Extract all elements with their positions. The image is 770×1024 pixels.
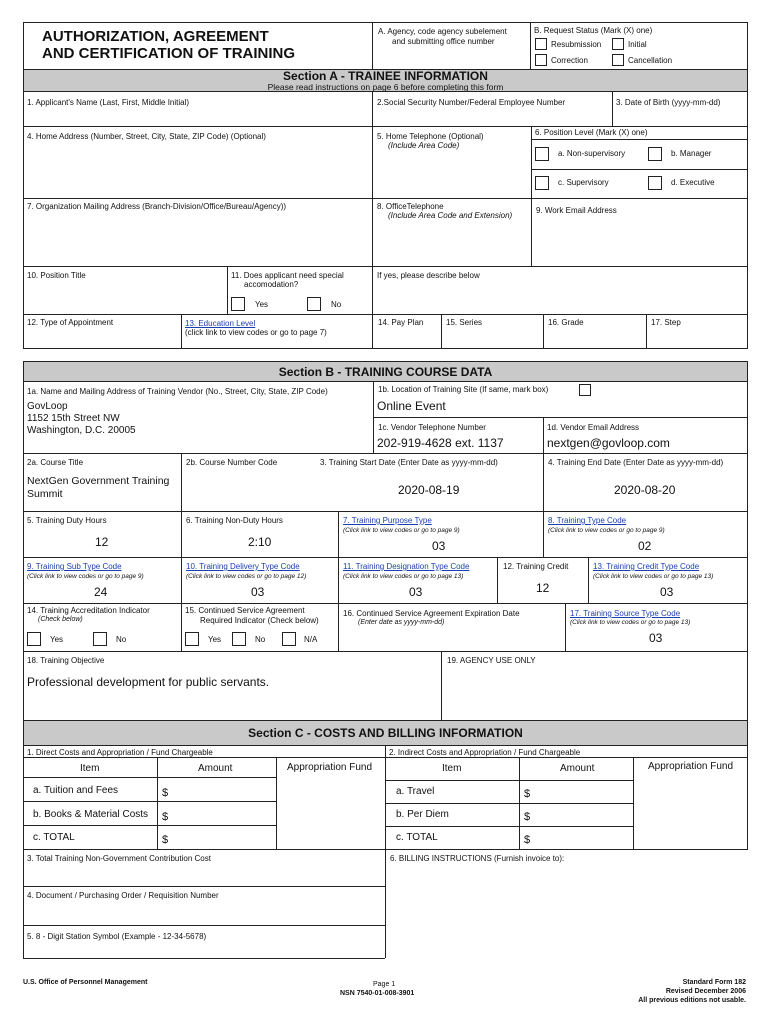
credit-type-hint: (Click link to view codes or go to page 13) xyxy=(593,573,714,580)
executive-checkbox[interactable] xyxy=(648,176,662,190)
status-resubmission-label: Resubmission xyxy=(551,40,602,49)
credit-type-link[interactable] xyxy=(593,562,699,572)
vendor-phone-label: 1c. Vendor Telephone Number xyxy=(378,423,486,432)
footer-nsn: NSN 7540-01-008-3901 xyxy=(340,990,415,997)
duty-hours-label: 5. Training Duty Hours xyxy=(27,516,107,525)
section-b-header xyxy=(23,361,748,382)
accreditation-no-checkbox[interactable] xyxy=(93,632,107,646)
training-site-value: Online Event xyxy=(377,399,446,413)
position-title-label: 10. Position Title xyxy=(27,271,86,280)
home-phone-label: 5. Home Telephone (Optional) xyxy=(377,132,484,141)
indirect-amount-header: Amount xyxy=(560,763,595,774)
vendor-label: 1a. Name and Mailing Address of Training Vendor (No., Street, City, State, ZIP Code) xyxy=(27,387,328,396)
direct-approp-header: Appropriation Fund xyxy=(287,762,373,773)
designation-type-text[interactable]: 11. Training Designation Type Code xyxy=(343,562,470,571)
status-cancellation-label: Cancellation xyxy=(628,56,673,65)
section-a-header xyxy=(23,69,748,92)
csa-expiration-label: 16. Continued Service Agreement Expiration Date xyxy=(343,609,520,618)
accommodation-label: 11. Does applicant need special xyxy=(231,271,344,280)
purpose-type-value: 03 xyxy=(432,539,446,553)
home-address-label: 4. Home Address (Number, Street, City, State, ZIP Code) (Optional) xyxy=(27,132,266,141)
csa-no-checkbox[interactable] xyxy=(232,632,246,646)
indirect-total-dollar: $ xyxy=(524,834,531,846)
indirect-costs-label: 2. Indirect Costs and Appropriation / Fund Chargeable xyxy=(389,748,581,757)
delivery-type-hint: (Click link to view codes or go to page 12) xyxy=(186,573,307,580)
station-symbol-label: 5. 8 - Digit Station Symbol (Example - 12-34-5678) xyxy=(27,932,207,941)
direct-costs-label: 1. Direct Costs and Appropriation / Fund Chargeable xyxy=(27,748,213,757)
status-cancellation-checkbox[interactable] xyxy=(612,54,624,66)
status-initial-checkbox[interactable] xyxy=(612,38,624,50)
manager-label: b. Manager xyxy=(671,149,712,158)
vendor-email-value: nextgen@govloop.com xyxy=(547,436,670,450)
status-correction-checkbox[interactable] xyxy=(535,54,547,66)
section-a-subtitle: Please read instructions on page 6 before completing this form xyxy=(267,82,504,92)
billing-instructions-label: 6. BILLING INSTRUCTIONS (Furnish invoice to): xyxy=(390,854,565,863)
csa-na-checkbox[interactable] xyxy=(282,632,296,646)
end-date-value: 2020-08-20 xyxy=(614,483,676,497)
indirect-item-header: Item xyxy=(442,763,462,774)
section-c-header xyxy=(23,720,748,746)
indirect-travel-dollar: $ xyxy=(524,788,531,800)
csa-no-label: No xyxy=(255,635,266,644)
type-code-value: 02 xyxy=(638,539,652,553)
appointment-type-label: 12. Type of Appointment xyxy=(27,318,114,327)
course-title-label: 2a. Course Title xyxy=(27,458,84,467)
purpose-type-link[interactable] xyxy=(343,516,432,526)
accreditation-label: 14. Training Accreditation Indicator xyxy=(27,606,150,615)
type-code-text[interactable]: 8. Training Type Code xyxy=(548,516,627,525)
dob-label: 3. Date of Birth (yyyy-mm-dd) xyxy=(616,98,721,107)
indirect-approp-header: Appropriation Fund xyxy=(648,761,734,772)
accreditation-yes-checkbox[interactable] xyxy=(27,632,41,646)
accommodation-label-2: accomodation? xyxy=(244,280,299,289)
education-level-text[interactable]: 13. Education Level xyxy=(185,319,256,328)
footer-agency: U.S. Office of Personnel Management xyxy=(23,979,148,986)
footer-editions: All previous editions not usable. xyxy=(638,997,746,1004)
duty-hours-value: 12 xyxy=(95,535,109,549)
sub-type-value: 24 xyxy=(94,585,108,599)
vendor-email-label: 1d. Vendor Email Address xyxy=(547,423,640,432)
section-b-title: Section B - TRAINING COURSE DATA xyxy=(278,365,493,379)
indirect-perdiem-label: b. Per Diem xyxy=(396,809,449,820)
training-credit-label: 12. Training Credit xyxy=(503,562,569,571)
csa-yes-checkbox[interactable] xyxy=(185,632,199,646)
section-c-title: Section C - COSTS AND BILLING INFORMATION xyxy=(248,726,523,740)
course-title-line1: NextGen Government Training xyxy=(27,475,170,487)
direct-amount-header: Amount xyxy=(198,763,233,774)
direct-total-label: c. TOTAL xyxy=(33,832,75,843)
office-phone-sublabel: (Include Area Code and Extension) xyxy=(388,211,513,220)
delivery-type-link[interactable] xyxy=(186,562,300,572)
vendor-name: GovLoop xyxy=(27,401,68,412)
designation-type-hint: (Click link to view codes or go to page 13) xyxy=(343,573,464,580)
supervisory-label: c. Supervisory xyxy=(558,178,609,187)
indirect-perdiem-dollar: $ xyxy=(524,811,531,823)
footer-form-number: Standard Form 182 xyxy=(682,979,746,986)
status-resubmission-checkbox[interactable] xyxy=(535,38,547,50)
source-type-value: 03 xyxy=(649,631,663,645)
start-date-value: 2020-08-19 xyxy=(398,483,460,497)
accommodation-yes-label: Yes xyxy=(255,300,269,309)
footer-revised: Revised December 2006 xyxy=(665,988,746,995)
direct-books-label: b. Books & Material Costs xyxy=(33,809,149,820)
agency-label: A. Agency, code agency subelement xyxy=(378,27,507,36)
section-a-title: Section A - TRAINEE INFORMATION xyxy=(283,69,488,83)
type-code-hint: (Click link to view codes or go to page 9) xyxy=(548,527,665,534)
course-title-line2: Summit xyxy=(27,488,63,500)
course-number-label: 2b. Course Number Code xyxy=(186,458,278,467)
designation-type-link[interactable] xyxy=(343,562,469,572)
ssn-label: 2.Social Security Number/Federal Employee Number xyxy=(377,98,566,107)
source-type-hint: (Click link to view codes or go to page 13) xyxy=(570,619,691,626)
objective-value: Professional development for public servants. xyxy=(27,675,270,689)
indirect-total-label: c. TOTAL xyxy=(396,832,438,843)
vendor-city: Washington, D.C. 20005 xyxy=(27,425,136,436)
accreditation-yes-label: Yes xyxy=(50,635,64,644)
same-site-checkbox[interactable] xyxy=(579,384,591,396)
accreditation-hint: (Check below) xyxy=(38,616,83,623)
footer-page: Page 1 xyxy=(373,981,396,988)
status-initial-label: Initial xyxy=(628,40,647,49)
step-label: 17. Step xyxy=(651,318,681,327)
nonduty-hours-label: 6. Training Non-Duty Hours xyxy=(186,516,283,525)
designation-type-value: 03 xyxy=(409,585,423,599)
direct-tuition-dollar: $ xyxy=(162,787,169,799)
non-supervisory-checkbox[interactable] xyxy=(535,147,549,161)
start-date-label: 3. Training Start Date (Enter Date as yyyy-mm-dd) xyxy=(320,458,498,467)
delivery-type-value: 03 xyxy=(251,585,265,599)
agency-use-label: 19. AGENCY USE ONLY xyxy=(447,656,536,665)
agency-label-2: and submitting office number xyxy=(392,37,495,46)
accommodation-describe-label: If yes, please describe below xyxy=(377,271,480,280)
direct-tuition-label: a. Tuition and Fees xyxy=(33,785,119,796)
non-supervisory-label: a. Non-supervisory xyxy=(558,149,626,158)
direct-total-dollar: $ xyxy=(162,834,169,846)
grade-label: 16. Grade xyxy=(548,318,584,327)
source-type-link[interactable] xyxy=(570,609,680,619)
indirect-travel-label: a. Travel xyxy=(396,786,435,797)
work-email-label: 9. Work Email Address xyxy=(536,206,617,215)
education-level-sublabel: (click link to view codes or go to page 7) xyxy=(185,328,327,337)
manager-checkbox[interactable] xyxy=(648,147,662,161)
credit-type-text[interactable]: 13. Training Credit Type Code xyxy=(593,562,700,571)
end-date-label: 4. Training End Date (Enter Date as yyyy-mm-dd) xyxy=(548,458,724,467)
home-phone-sublabel: (Include Area Code) xyxy=(388,141,460,150)
direct-books-dollar: $ xyxy=(162,811,169,823)
request-status-label: B. Request Status (Mark (X) one) xyxy=(534,26,653,35)
form-title-line2: AND CERTIFICATION OF TRAINING xyxy=(42,45,296,62)
nonduty-hours-value: 2:10 xyxy=(248,535,272,549)
objective-label: 18. Training Objective xyxy=(27,656,105,665)
csa-yes-label: Yes xyxy=(208,635,222,644)
office-phone-label: 8. OfficeTelephone xyxy=(377,202,444,211)
vendor-phone-value: 202-919-4628 ext. 1137 xyxy=(377,436,504,450)
delivery-type-text[interactable]: 10. Training Delivery Type Code xyxy=(186,562,300,571)
csa-na-label: N/A xyxy=(304,635,318,644)
executive-label: d. Executive xyxy=(671,178,715,187)
sub-type-text[interactable]: 9. Training Sub Type Code xyxy=(27,562,122,571)
sub-type-hint: (Click link to view codes or go to page 9) xyxy=(27,573,144,580)
sub-type-link[interactable] xyxy=(27,562,122,572)
credit-type-value: 03 xyxy=(660,585,674,599)
purpose-type-text[interactable]: 7. Training Purpose Type xyxy=(343,516,432,525)
vendor-street: 1152 15th Street NW xyxy=(27,413,120,424)
accommodation-no-label: No xyxy=(331,300,342,309)
form-title-line1: AUTHORIZATION, AGREEMENT xyxy=(42,28,269,45)
document-number-label: 4. Document / Purchasing Order / Requisition Number xyxy=(27,891,219,900)
purpose-type-hint: (Click link to view codes or go to page 9) xyxy=(343,527,460,534)
type-code-link[interactable] xyxy=(548,516,626,526)
pay-plan-label: 14. Pay Plan xyxy=(378,318,424,327)
status-correction-label: Correction xyxy=(551,56,588,65)
training-credit-value: 12 xyxy=(536,581,550,595)
csa-label: 15. Continued Service Agreement xyxy=(185,606,305,615)
applicant-name-label: 1. Applicant's Name (Last, First, Middle Initial) xyxy=(27,98,190,107)
source-type-text[interactable]: 17. Training Source Type Code xyxy=(570,609,681,618)
non-gov-cost-label: 3. Total Training Non-Government Contribution Cost xyxy=(27,854,211,863)
position-level-label: 6. Position Level (Mark (X) one) xyxy=(535,128,648,137)
accommodation-no-checkbox[interactable] xyxy=(307,297,321,311)
org-address-label: 7. Organization Mailing Address (Branch-Division/Office/Bureau/Agency)) xyxy=(27,202,287,211)
supervisory-checkbox[interactable] xyxy=(535,176,549,190)
csa-expiration-hint: (Enter date as yyyy-mm-dd) xyxy=(358,619,445,626)
training-site-label: 1b. Location of Training Site (If same, mark box) xyxy=(378,385,549,394)
direct-item-header: Item xyxy=(80,763,100,774)
accreditation-no-label: No xyxy=(116,635,127,644)
accommodation-yes-checkbox[interactable] xyxy=(231,297,245,311)
csa-sublabel: Required Indicator (Check below) xyxy=(200,616,319,625)
series-label: 15. Series xyxy=(446,318,483,327)
